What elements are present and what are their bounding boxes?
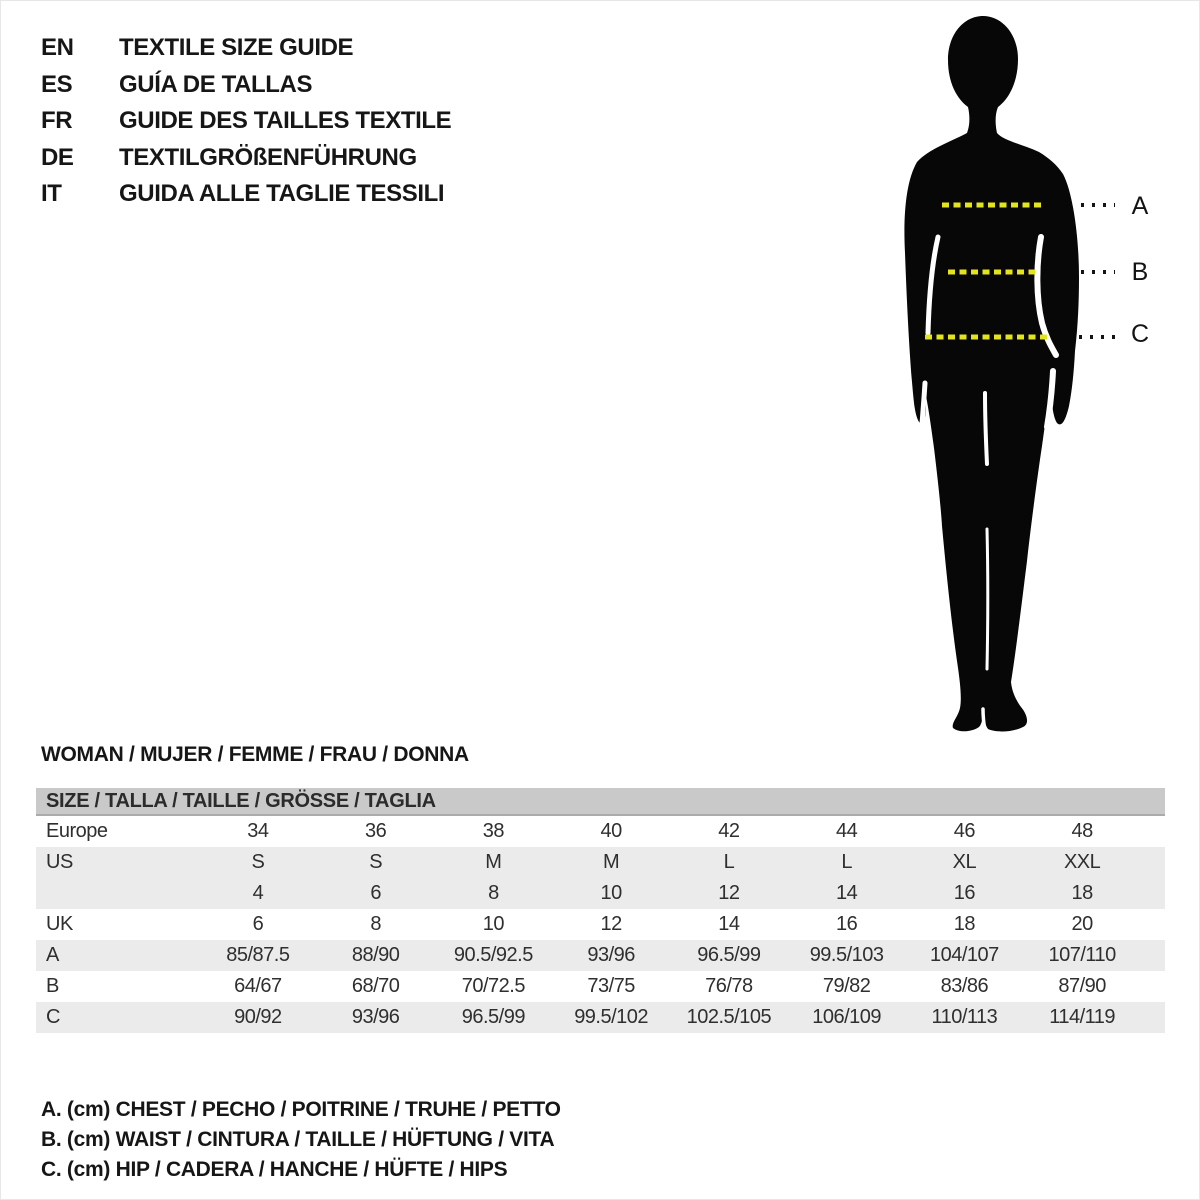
size-cell: 79/82 <box>822 975 871 997</box>
size-cell: 20 <box>1071 913 1093 935</box>
size-cell: 64/67 <box>234 975 282 997</box>
size-cell: 114/119 <box>1049 1006 1116 1028</box>
row-label: Europe <box>46 820 108 842</box>
language-code: IT <box>41 180 62 208</box>
size-cell: 8 <box>488 882 499 904</box>
guide-title: TEXTILGRÖßENFÜHRUNG <box>119 143 417 171</box>
size-cell: S <box>251 851 265 873</box>
size-cell: 93/96 <box>351 1006 400 1028</box>
size-cell: 90.5/92.5 <box>453 944 533 966</box>
size-cell: 70/72.5 <box>461 975 525 997</box>
size-cell: 48 <box>1071 820 1093 842</box>
size-cell: 44 <box>836 820 858 842</box>
woman-silhouette <box>861 1 1161 746</box>
leader-lines <box>1079 205 1115 337</box>
language-row <box>41 176 451 213</box>
language-row <box>41 140 451 177</box>
size-cell: 18 <box>1071 882 1093 904</box>
size-cell: 4 <box>252 882 264 904</box>
size-cell: 8 <box>370 913 381 935</box>
size-cell: M <box>485 851 502 873</box>
guide-title: GUIDA ALLE TAGLIE TESSILI <box>119 180 445 208</box>
size-cell: 38 <box>482 820 504 842</box>
row-label: UK <box>46 913 73 935</box>
language-row <box>41 30 451 67</box>
measurement-legend <box>41 1095 561 1185</box>
size-cell: L <box>841 851 852 873</box>
size-table <box>36 788 1165 1033</box>
size-cell: 10 <box>600 882 622 904</box>
size-cell: 68/70 <box>351 975 400 997</box>
size-cell: M <box>603 851 620 873</box>
language-row <box>41 67 451 104</box>
language-code: ES <box>41 70 73 98</box>
language-code: FR <box>41 107 73 135</box>
legend-row: A. (cm) CHEST / PECHO / POITRINE / TRUHE / PETTO <box>41 1098 561 1121</box>
table-row <box>36 816 1165 847</box>
size-cell: 90/92 <box>234 1006 282 1028</box>
size-cell: 76/78 <box>705 975 753 997</box>
size-cell: 85/87.5 <box>226 944 290 966</box>
size-cell: 87/90 <box>1058 975 1106 997</box>
row-label: US <box>46 851 73 873</box>
size-cell: 42 <box>718 820 740 842</box>
language-row <box>41 103 451 140</box>
size-cell: 40 <box>600 820 622 842</box>
section-title: WOMAN / MUJER / FEMME / FRAU / DONNA <box>41 743 469 766</box>
table-row <box>36 940 1165 971</box>
language-code: EN <box>41 34 74 62</box>
size-cell: 83/86 <box>940 975 989 997</box>
size-cell: 102.5/105 <box>686 1006 772 1028</box>
size-cell: 73/75 <box>587 975 635 997</box>
guide-title: TEXTILE SIZE GUIDE <box>119 34 354 62</box>
size-cell: 14 <box>836 882 858 904</box>
size-cell: 96.5/99 <box>697 944 761 966</box>
size-cell: 93/96 <box>587 944 635 966</box>
measure-label-a: A <box>1131 192 1149 220</box>
size-cell: 18 <box>953 913 975 935</box>
size-cell: 88/90 <box>351 944 400 966</box>
size-cell: 106/109 <box>812 1006 882 1028</box>
language-code: DE <box>41 143 74 171</box>
size-cell: 104/107 <box>929 944 999 966</box>
size-cell: 107/110 <box>1048 944 1116 966</box>
size-cell: 12 <box>600 913 622 935</box>
size-cell: 6 <box>370 882 381 904</box>
measure-label-c: C <box>1130 320 1150 348</box>
size-cell: S <box>369 851 383 873</box>
size-cell: 99.5/102 <box>574 1006 649 1028</box>
size-cell: 12 <box>718 882 740 904</box>
size-cell: XXL <box>1063 851 1101 873</box>
table-row <box>36 847 1165 878</box>
size-cell: 110/113 <box>931 1006 998 1028</box>
size-cell: L <box>723 851 735 873</box>
row-label: A <box>46 944 59 966</box>
size-cell: 34 <box>247 820 269 842</box>
size-cell: 10 <box>482 913 504 935</box>
size-cell: 16 <box>953 882 975 904</box>
size-cell: 96.5/99 <box>461 1006 525 1028</box>
legend-row: B. (cm) WAIST / CINTURA / TAILLE / HÜFTUNG / VITA <box>41 1128 555 1151</box>
table-row <box>36 1002 1165 1033</box>
guide-title: GUÍA DE TALLAS <box>119 70 313 98</box>
legend-row: C. (cm) HIP / CADERA / HANCHE / HÜFTE / HIPS <box>41 1158 508 1181</box>
table-row <box>36 971 1165 1002</box>
size-cell: XL <box>952 851 977 873</box>
size-cell: 16 <box>836 913 858 935</box>
language-guide <box>41 30 451 213</box>
table-row <box>36 878 1165 909</box>
table-header-label: SIZE / TALLA / TAILLE / GRÖSSE / TAGLIA <box>46 789 436 812</box>
size-cell: 14 <box>718 913 740 935</box>
guide-title: GUIDE DES TAILLES TEXTILE <box>119 107 452 135</box>
measure-label-b: B <box>1131 258 1149 286</box>
size-cell: 46 <box>953 820 975 842</box>
size-cell: 6 <box>252 913 264 935</box>
size-cell: 99.5/103 <box>809 944 884 966</box>
row-label: C <box>46 1006 60 1028</box>
table-row <box>36 909 1165 940</box>
table-header <box>36 788 1165 816</box>
size-cell: 36 <box>365 820 387 842</box>
row-label: B <box>46 975 59 997</box>
size-table-body <box>36 816 1165 1033</box>
